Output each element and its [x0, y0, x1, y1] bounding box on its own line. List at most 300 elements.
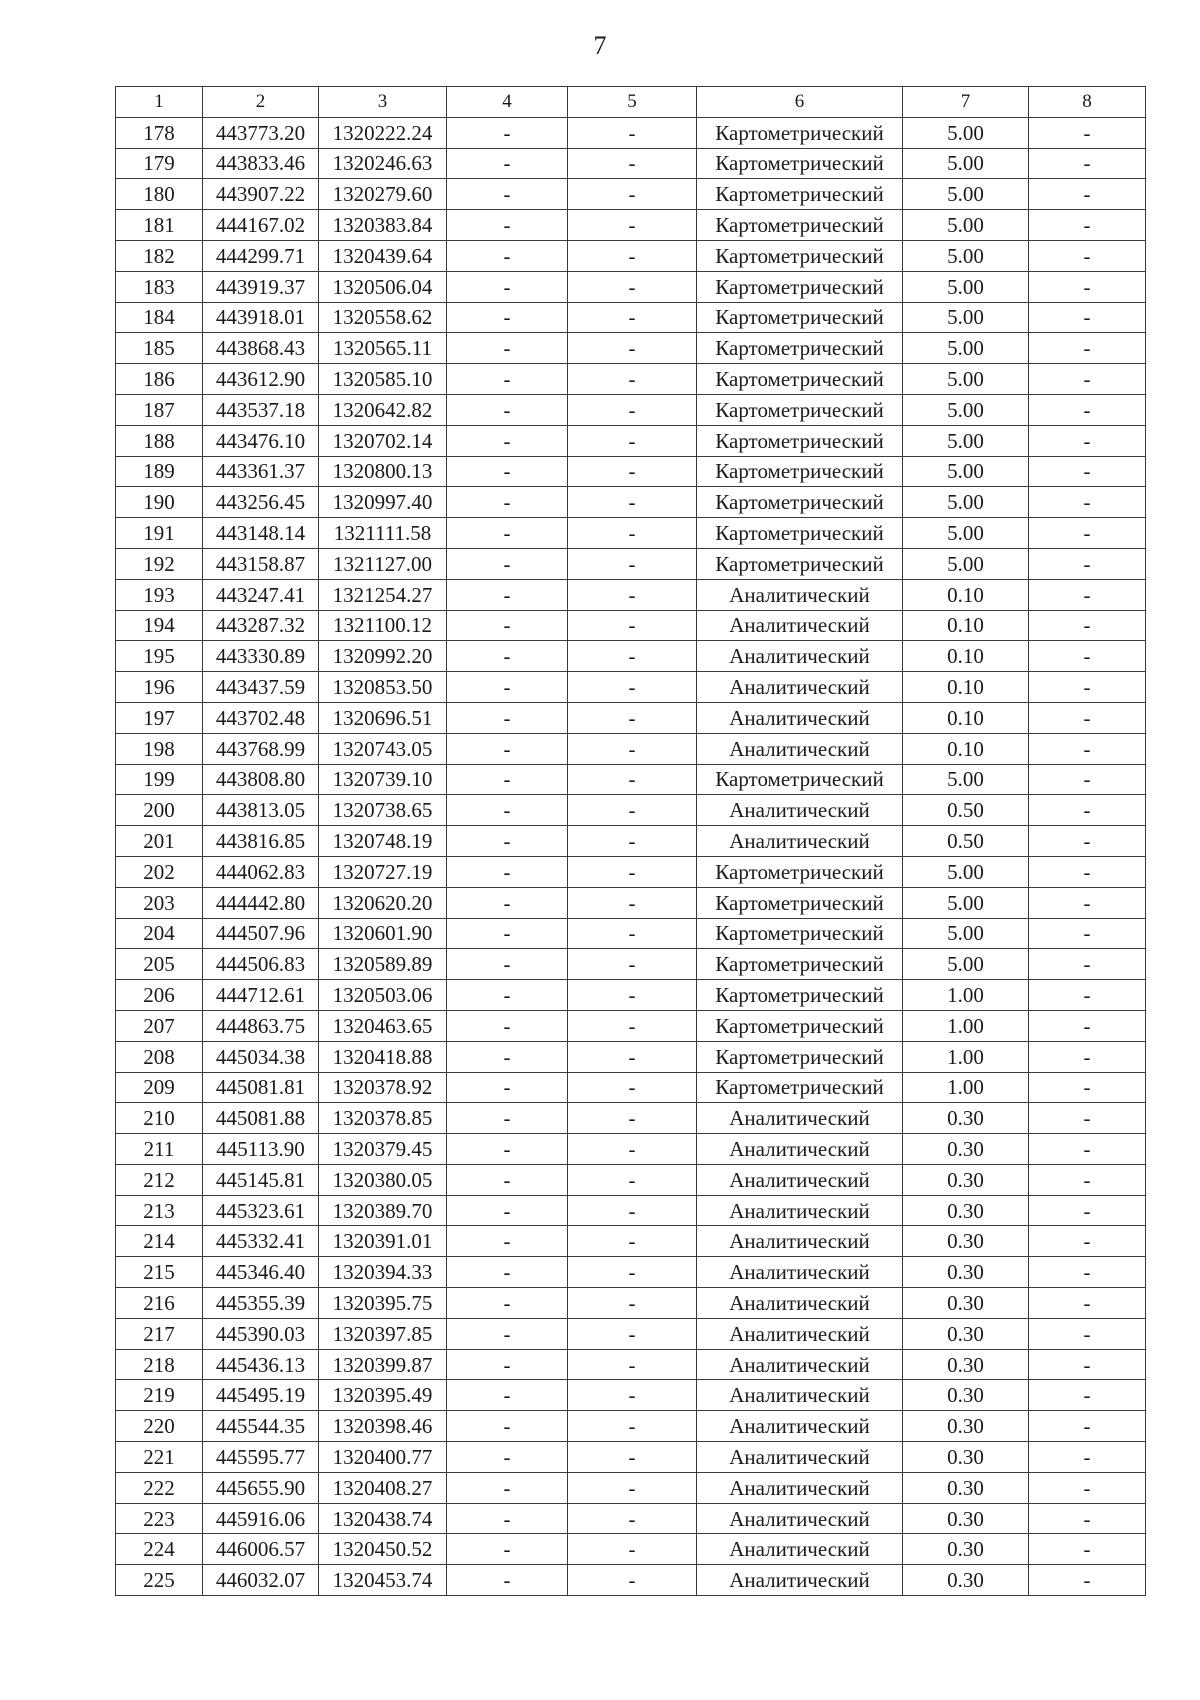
x-coordinate-cell: 445145.81 — [203, 1164, 319, 1195]
table-row — [116, 918, 1146, 949]
x-coordinate-cell: 444712.61 — [203, 980, 319, 1011]
x-coordinate-cell: 444506.83 — [203, 949, 319, 980]
method-cell: Аналитический — [697, 733, 903, 764]
accuracy-cell: 5.00 — [903, 333, 1029, 364]
column-8-cell: - — [1029, 1565, 1146, 1596]
column-8-cell: - — [1029, 210, 1146, 241]
accuracy-cell: 0.10 — [903, 610, 1029, 641]
accuracy-cell: 5.00 — [903, 764, 1029, 795]
method-cell: Аналитический — [697, 1318, 903, 1349]
x-coordinate-cell: 443702.48 — [203, 702, 319, 733]
column-4-cell: - — [447, 1503, 568, 1534]
column-4-cell: - — [447, 1349, 568, 1380]
table-row — [116, 117, 1146, 148]
column-8-cell: - — [1029, 918, 1146, 949]
method-cell: Аналитический — [697, 610, 903, 641]
table-row — [116, 764, 1146, 795]
point-number-cell: 201 — [116, 826, 203, 857]
x-coordinate-cell: 443537.18 — [203, 394, 319, 425]
y-coordinate-cell: 1321127.00 — [319, 548, 447, 579]
point-number-cell: 225 — [116, 1565, 203, 1596]
point-number-cell: 211 — [116, 1134, 203, 1165]
column-5-cell: - — [568, 271, 697, 302]
point-number-cell: 208 — [116, 1041, 203, 1072]
method-cell: Аналитический — [697, 1472, 903, 1503]
point-number-cell: 178 — [116, 117, 203, 148]
y-coordinate-cell: 1320379.45 — [319, 1134, 447, 1165]
table-row — [116, 487, 1146, 518]
table-row — [116, 1134, 1146, 1165]
accuracy-cell: 5.00 — [903, 302, 1029, 333]
point-number-cell: 222 — [116, 1472, 203, 1503]
accuracy-cell: 0.30 — [903, 1442, 1029, 1473]
table-body — [116, 117, 1146, 1595]
x-coordinate-cell: 445495.19 — [203, 1380, 319, 1411]
column-5-cell: - — [568, 456, 697, 487]
point-number-cell: 193 — [116, 579, 203, 610]
column-8-cell: - — [1029, 364, 1146, 395]
method-cell: Аналитический — [697, 1380, 903, 1411]
column-8-cell: - — [1029, 1226, 1146, 1257]
column-8-cell: - — [1029, 764, 1146, 795]
y-coordinate-cell: 1320391.01 — [319, 1226, 447, 1257]
y-coordinate-cell: 1320408.27 — [319, 1472, 447, 1503]
table-row — [116, 333, 1146, 364]
column-5-cell: - — [568, 1318, 697, 1349]
point-number-cell: 223 — [116, 1503, 203, 1534]
column-4-cell: - — [447, 1195, 568, 1226]
column-5-cell: - — [568, 1503, 697, 1534]
column-5-cell: - — [568, 980, 697, 1011]
column-8-cell: - — [1029, 117, 1146, 148]
table-row — [116, 826, 1146, 857]
x-coordinate-cell: 445346.40 — [203, 1257, 319, 1288]
x-coordinate-cell: 443918.01 — [203, 302, 319, 333]
table-row — [116, 795, 1146, 826]
y-coordinate-cell: 1320585.10 — [319, 364, 447, 395]
column-4-cell: - — [447, 1472, 568, 1503]
table-row — [116, 1503, 1146, 1534]
method-cell: Аналитический — [697, 1257, 903, 1288]
column-5-cell: - — [568, 1411, 697, 1442]
y-coordinate-cell: 1321111.58 — [319, 518, 447, 549]
table-row — [116, 949, 1146, 980]
y-coordinate-cell: 1321254.27 — [319, 579, 447, 610]
x-coordinate-cell: 443158.87 — [203, 548, 319, 579]
accuracy-cell: 0.30 — [903, 1349, 1029, 1380]
method-cell: Аналитический — [697, 1195, 903, 1226]
column-4-cell: - — [447, 1411, 568, 1442]
column-5-cell: - — [568, 302, 697, 333]
column-8-cell: - — [1029, 856, 1146, 887]
x-coordinate-cell: 445323.61 — [203, 1195, 319, 1226]
accuracy-cell: 0.30 — [903, 1288, 1029, 1319]
column-5-cell: - — [568, 764, 697, 795]
y-coordinate-cell: 1320378.85 — [319, 1103, 447, 1134]
table-row — [116, 641, 1146, 672]
method-cell: Аналитический — [697, 1288, 903, 1319]
y-coordinate-cell: 1320642.82 — [319, 394, 447, 425]
column-8-cell: - — [1029, 425, 1146, 456]
point-number-cell: 181 — [116, 210, 203, 241]
y-coordinate-cell: 1320394.33 — [319, 1257, 447, 1288]
y-coordinate-cell: 1320398.46 — [319, 1411, 447, 1442]
accuracy-cell: 5.00 — [903, 949, 1029, 980]
column-5-cell: - — [568, 1442, 697, 1473]
column-4-cell: - — [447, 271, 568, 302]
column-4-cell: - — [447, 548, 568, 579]
x-coordinate-cell: 443833.46 — [203, 148, 319, 179]
column-4-cell: - — [447, 702, 568, 733]
column-4-cell: - — [447, 856, 568, 887]
method-cell: Картометрический — [697, 856, 903, 887]
y-coordinate-cell: 1320463.65 — [319, 1010, 447, 1041]
column-5-cell: - — [568, 1288, 697, 1319]
accuracy-cell: 0.30 — [903, 1195, 1029, 1226]
accuracy-cell: 5.00 — [903, 394, 1029, 425]
column-8-cell: - — [1029, 1380, 1146, 1411]
column-5-cell: - — [568, 117, 697, 148]
column-5-cell: - — [568, 1041, 697, 1072]
y-coordinate-cell: 1320400.77 — [319, 1442, 447, 1473]
column-8-cell: - — [1029, 1503, 1146, 1534]
point-number-cell: 205 — [116, 949, 203, 980]
point-number-cell: 215 — [116, 1257, 203, 1288]
x-coordinate-cell: 444863.75 — [203, 1010, 319, 1041]
method-cell: Картометрический — [697, 364, 903, 395]
x-coordinate-cell: 445034.38 — [203, 1041, 319, 1072]
x-coordinate-cell: 443868.43 — [203, 333, 319, 364]
method-cell: Аналитический — [697, 1103, 903, 1134]
column-5-cell: - — [568, 1134, 697, 1165]
method-cell: Картометрический — [697, 394, 903, 425]
column-5-cell: - — [568, 610, 697, 641]
accuracy-cell: 5.00 — [903, 548, 1029, 579]
column-8-cell: - — [1029, 672, 1146, 703]
column-8-cell: - — [1029, 641, 1146, 672]
column-8-cell: - — [1029, 1442, 1146, 1473]
table-row — [116, 394, 1146, 425]
table-row — [116, 1318, 1146, 1349]
column-8-cell: - — [1029, 1288, 1146, 1319]
table-row — [116, 1195, 1146, 1226]
point-number-cell: 210 — [116, 1103, 203, 1134]
x-coordinate-cell: 445081.81 — [203, 1072, 319, 1103]
column-4-cell: - — [447, 641, 568, 672]
column-4-cell: - — [447, 826, 568, 857]
column-8-cell: - — [1029, 826, 1146, 857]
column-4-cell: - — [447, 487, 568, 518]
y-coordinate-cell: 1320558.62 — [319, 302, 447, 333]
column-8-cell: - — [1029, 610, 1146, 641]
coordinates-table — [115, 86, 1146, 1596]
accuracy-cell: 0.50 — [903, 795, 1029, 826]
point-number-cell: 220 — [116, 1411, 203, 1442]
y-coordinate-cell: 1320383.84 — [319, 210, 447, 241]
method-cell: Аналитический — [697, 795, 903, 826]
accuracy-cell: 0.30 — [903, 1134, 1029, 1165]
column-5-cell: - — [568, 425, 697, 456]
column-8-cell: - — [1029, 1134, 1146, 1165]
column-5-cell: - — [568, 1380, 697, 1411]
accuracy-cell: 5.00 — [903, 179, 1029, 210]
column-8-cell: - — [1029, 148, 1146, 179]
column-4-cell: - — [447, 1134, 568, 1165]
table-row — [116, 1226, 1146, 1257]
accuracy-cell: 5.00 — [903, 918, 1029, 949]
x-coordinate-cell: 446032.07 — [203, 1565, 319, 1596]
column-5-cell: - — [568, 887, 697, 918]
table-row — [116, 856, 1146, 887]
y-coordinate-cell: 1320853.50 — [319, 672, 447, 703]
column-5-cell: - — [568, 394, 697, 425]
y-coordinate-cell: 1320696.51 — [319, 702, 447, 733]
column-5-cell: - — [568, 949, 697, 980]
x-coordinate-cell: 445655.90 — [203, 1472, 319, 1503]
accuracy-cell: 5.00 — [903, 887, 1029, 918]
accuracy-cell: 5.00 — [903, 856, 1029, 887]
point-number-cell: 180 — [116, 179, 203, 210]
table-row — [116, 1380, 1146, 1411]
x-coordinate-cell: 445595.77 — [203, 1442, 319, 1473]
column-4-cell: - — [447, 764, 568, 795]
table-row — [116, 1164, 1146, 1195]
column-header: 4 — [447, 87, 568, 118]
x-coordinate-cell: 443256.45 — [203, 487, 319, 518]
point-number-cell: 188 — [116, 425, 203, 456]
y-coordinate-cell: 1320992.20 — [319, 641, 447, 672]
point-number-cell: 195 — [116, 641, 203, 672]
column-5-cell: - — [568, 733, 697, 764]
method-cell: Аналитический — [697, 702, 903, 733]
column-4-cell: - — [447, 518, 568, 549]
column-5-cell: - — [568, 856, 697, 887]
page-number: 7 — [593, 31, 607, 60]
method-cell: Картометрический — [697, 210, 903, 241]
point-number-cell: 197 — [116, 702, 203, 733]
x-coordinate-cell: 443907.22 — [203, 179, 319, 210]
y-coordinate-cell: 1320997.40 — [319, 487, 447, 518]
y-coordinate-cell: 1320439.64 — [319, 240, 447, 271]
column-8-cell: - — [1029, 548, 1146, 579]
x-coordinate-cell: 444299.71 — [203, 240, 319, 271]
column-5-cell: - — [568, 1195, 697, 1226]
method-cell: Картометрический — [697, 764, 903, 795]
accuracy-cell: 5.00 — [903, 271, 1029, 302]
method-cell: Картометрический — [697, 949, 903, 980]
y-coordinate-cell: 1320601.90 — [319, 918, 447, 949]
y-coordinate-cell: 1320743.05 — [319, 733, 447, 764]
column-8-cell: - — [1029, 456, 1146, 487]
column-8-cell: - — [1029, 1164, 1146, 1195]
x-coordinate-cell: 444442.80 — [203, 887, 319, 918]
column-4-cell: - — [447, 1318, 568, 1349]
accuracy-cell: 0.10 — [903, 641, 1029, 672]
point-number-cell: 224 — [116, 1534, 203, 1565]
point-number-cell: 187 — [116, 394, 203, 425]
column-5-cell: - — [568, 672, 697, 703]
x-coordinate-cell: 445390.03 — [203, 1318, 319, 1349]
column-5-cell: - — [568, 364, 697, 395]
column-8-cell: - — [1029, 1103, 1146, 1134]
column-5-cell: - — [568, 179, 697, 210]
column-8-cell: - — [1029, 271, 1146, 302]
accuracy-cell: 5.00 — [903, 240, 1029, 271]
x-coordinate-cell: 446006.57 — [203, 1534, 319, 1565]
column-4-cell: - — [447, 1010, 568, 1041]
column-8-cell: - — [1029, 887, 1146, 918]
point-number-cell: 207 — [116, 1010, 203, 1041]
x-coordinate-cell: 445113.90 — [203, 1134, 319, 1165]
column-5-cell: - — [568, 1164, 697, 1195]
table-row — [116, 1442, 1146, 1473]
column-4-cell: - — [447, 333, 568, 364]
y-coordinate-cell: 1320378.92 — [319, 1072, 447, 1103]
column-8-cell: - — [1029, 1472, 1146, 1503]
y-coordinate-cell: 1320418.88 — [319, 1041, 447, 1072]
column-8-cell: - — [1029, 179, 1146, 210]
column-5-cell: - — [568, 1565, 697, 1596]
accuracy-cell: 0.30 — [903, 1411, 1029, 1442]
y-coordinate-cell: 1320589.89 — [319, 949, 447, 980]
column-4-cell: - — [447, 1103, 568, 1134]
column-8-cell: - — [1029, 240, 1146, 271]
table-row — [116, 518, 1146, 549]
column-8-cell: - — [1029, 1041, 1146, 1072]
column-4-cell: - — [447, 672, 568, 703]
method-cell: Аналитический — [697, 1565, 903, 1596]
point-number-cell: 209 — [116, 1072, 203, 1103]
column-8-cell: - — [1029, 795, 1146, 826]
column-4-cell: - — [447, 1257, 568, 1288]
column-4-cell: - — [447, 394, 568, 425]
column-4-cell: - — [447, 302, 568, 333]
method-cell: Аналитический — [697, 1411, 903, 1442]
method-cell: Аналитический — [697, 672, 903, 703]
x-coordinate-cell: 443148.14 — [203, 518, 319, 549]
x-coordinate-cell: 445544.35 — [203, 1411, 319, 1442]
x-coordinate-cell: 444167.02 — [203, 210, 319, 241]
y-coordinate-cell: 1320620.20 — [319, 887, 447, 918]
method-cell: Аналитический — [697, 1534, 903, 1565]
method-cell: Картометрический — [697, 302, 903, 333]
point-number-cell: 192 — [116, 548, 203, 579]
accuracy-cell: 5.00 — [903, 518, 1029, 549]
table-row — [116, 672, 1146, 703]
accuracy-cell: 0.50 — [903, 826, 1029, 857]
point-number-cell: 199 — [116, 764, 203, 795]
column-5-cell: - — [568, 487, 697, 518]
point-number-cell: 214 — [116, 1226, 203, 1257]
y-coordinate-cell: 1320395.49 — [319, 1380, 447, 1411]
table-row — [116, 702, 1146, 733]
x-coordinate-cell: 445916.06 — [203, 1503, 319, 1534]
column-4-cell: - — [447, 117, 568, 148]
column-5-cell: - — [568, 1472, 697, 1503]
x-coordinate-cell: 443247.41 — [203, 579, 319, 610]
table-row — [116, 1534, 1146, 1565]
accuracy-cell: 0.10 — [903, 733, 1029, 764]
column-5-cell: - — [568, 148, 697, 179]
column-4-cell: - — [447, 425, 568, 456]
y-coordinate-cell: 1320503.06 — [319, 980, 447, 1011]
y-coordinate-cell: 1320800.13 — [319, 456, 447, 487]
y-coordinate-cell: 1320748.19 — [319, 826, 447, 857]
table-row — [116, 425, 1146, 456]
table-row — [116, 579, 1146, 610]
column-5-cell: - — [568, 240, 697, 271]
column-4-cell: - — [447, 1380, 568, 1411]
column-8-cell: - — [1029, 1534, 1146, 1565]
column-header: 7 — [903, 87, 1029, 118]
column-8-cell: - — [1029, 333, 1146, 364]
column-4-cell: - — [447, 1072, 568, 1103]
accuracy-cell: 1.00 — [903, 980, 1029, 1011]
column-4-cell: - — [447, 795, 568, 826]
point-number-cell: 203 — [116, 887, 203, 918]
y-coordinate-cell: 1320397.85 — [319, 1318, 447, 1349]
method-cell: Картометрический — [697, 179, 903, 210]
y-coordinate-cell: 1320380.05 — [319, 1164, 447, 1195]
method-cell: Картометрический — [697, 1041, 903, 1072]
y-coordinate-cell: 1320565.11 — [319, 333, 447, 364]
accuracy-cell: 1.00 — [903, 1072, 1029, 1103]
x-coordinate-cell: 443813.05 — [203, 795, 319, 826]
accuracy-cell: 0.30 — [903, 1257, 1029, 1288]
column-4-cell: - — [447, 240, 568, 271]
method-cell: Аналитический — [697, 579, 903, 610]
point-number-cell: 190 — [116, 487, 203, 518]
table-row — [116, 1103, 1146, 1134]
column-4-cell: - — [447, 1226, 568, 1257]
y-coordinate-cell: 1320395.75 — [319, 1288, 447, 1319]
column-8-cell: - — [1029, 1010, 1146, 1041]
x-coordinate-cell: 443808.80 — [203, 764, 319, 795]
accuracy-cell: 5.00 — [903, 210, 1029, 241]
y-coordinate-cell: 1320738.65 — [319, 795, 447, 826]
table-row — [116, 179, 1146, 210]
x-coordinate-cell: 443816.85 — [203, 826, 319, 857]
point-number-cell: 194 — [116, 610, 203, 641]
column-4-cell: - — [447, 1442, 568, 1473]
point-number-cell: 182 — [116, 240, 203, 271]
column-8-cell: - — [1029, 1257, 1146, 1288]
y-coordinate-cell: 1320453.74 — [319, 1565, 447, 1596]
column-5-cell: - — [568, 579, 697, 610]
accuracy-cell: 5.00 — [903, 425, 1029, 456]
table-row — [116, 1288, 1146, 1319]
column-5-cell: - — [568, 518, 697, 549]
y-coordinate-cell: 1320279.60 — [319, 179, 447, 210]
column-4-cell: - — [447, 364, 568, 395]
column-8-cell: - — [1029, 1411, 1146, 1442]
column-5-cell: - — [568, 1226, 697, 1257]
table-row — [116, 1072, 1146, 1103]
x-coordinate-cell: 444062.83 — [203, 856, 319, 887]
table-header-row — [116, 87, 1146, 118]
method-cell: Аналитический — [697, 826, 903, 857]
x-coordinate-cell: 443361.37 — [203, 456, 319, 487]
column-4-cell: - — [447, 949, 568, 980]
point-number-cell: 212 — [116, 1164, 203, 1195]
column-5-cell: - — [568, 918, 697, 949]
column-8-cell: - — [1029, 302, 1146, 333]
column-4-cell: - — [447, 179, 568, 210]
point-number-cell: 189 — [116, 456, 203, 487]
column-5-cell: - — [568, 826, 697, 857]
y-coordinate-cell: 1320450.52 — [319, 1534, 447, 1565]
column-4-cell: - — [447, 887, 568, 918]
